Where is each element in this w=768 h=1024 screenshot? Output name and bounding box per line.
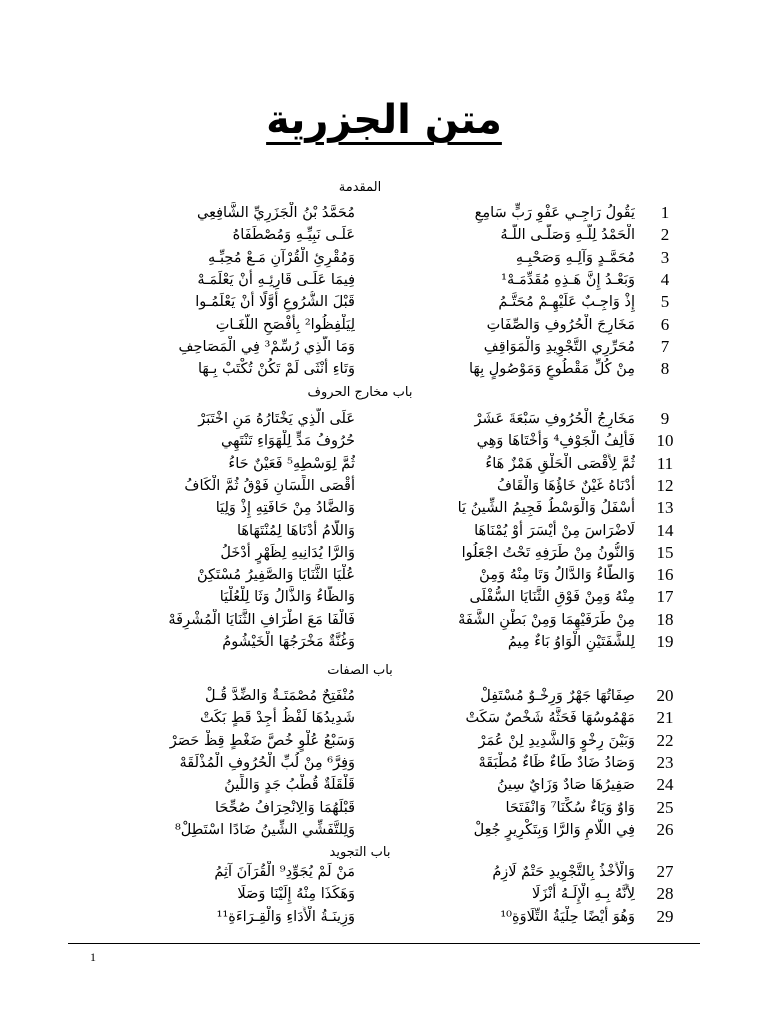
first-hemistich: أَدْنَاهُ غَيْنٌ خَاؤُهَا وَالْقَافُ (496, 477, 635, 494)
verse-number: 28 (656, 884, 674, 904)
verse-row (0, 224, 768, 246)
second-hemistich: وَمُقْرِئِ الْقُرْآنِ مَـعْ مُحِبِّـهِ (208, 249, 355, 266)
second-hemistich: قَبْلَ الشُّرُوعِ أَوَّلًا أَنْ يَعْلَمُـوا (195, 294, 355, 311)
first-hemistich: وَاوٌ وَيَاءٌ سُكِّنَا⁷ وَانْفَتَحَا (505, 799, 635, 816)
second-hemistich: لِيَلْفِظُوا² بِأَفْصَحِ اللُّغَـاتِ (215, 316, 355, 333)
verse-number: 15 (656, 542, 674, 562)
first-hemistich: الْحَمْدُ لِلَّـهِ وَصَلَّـى اللَّـهُ (500, 227, 635, 244)
second-hemistich: حُرُوفُ مَدٍّ لِلْهَوَاءِ تَنْتَهِي (221, 433, 355, 450)
verse-row (0, 520, 768, 542)
first-hemistich: فَأَلِفُ الْجَوْفِ⁴ وَأُخْتَاهَا وَهِي (476, 433, 635, 450)
verse-row (0, 685, 768, 707)
verse-row (0, 453, 768, 475)
verse-row (0, 247, 768, 269)
verse-number: 27 (656, 862, 674, 881)
second-hemistich: أَقْصَى اللِّسَانِ فَوْقُ ثُمَّ الْكَافُ (184, 477, 355, 494)
verse-number: 21 (656, 708, 674, 728)
second-hemistich: مُنْفَتِحٌ مُصْمَتَـةٌ وَالضِّدَّ قُـلْ (205, 688, 355, 704)
verse-row (0, 586, 768, 608)
first-hemistich: مُحَمَّـدٍ وَآلِـهِ وَصَحْبِـهِ (515, 249, 635, 266)
first-hemistich: مَهْمُوسُهَا فَحَثَّهُ شَخْصٌ سَكَتْ (465, 710, 635, 727)
second-hemistich: فَالْفَا مَعَ اطْرَافِ الثَّنَايَا الْمُشْرِفَهْ (168, 611, 355, 628)
verse-number: 10 (656, 431, 674, 451)
verse-row (0, 752, 768, 774)
verse-number: 17 (656, 587, 674, 607)
verse-number: 13 (656, 498, 674, 518)
verse-number: 6 (660, 314, 670, 334)
second-hemistich: وَالضَّادُ مِنْ حَافَتِهِ إِذْ وَلِيَا (215, 500, 355, 517)
verse-number: 25 (656, 797, 674, 817)
first-hemistich: وَالطَّاءُ وَالدَّالُ وَتَا مِنْهُ وَمِنْ (479, 567, 635, 584)
first-hemistich: وَالنُّونُ مِنْ طَرَفِهِ تَحْتُ اجْعَلُوا (461, 544, 635, 561)
page-title: متن الجزرية (266, 97, 502, 143)
second-hemistich: وَتَاءِ أُنْثَى لَمْ تَكُنْ تُكْتَبْ بِـهَا (197, 361, 355, 378)
second-hemistich: قَبْلَهُمَا وَالِانْحِرَافُ صُحِّحَا (214, 799, 355, 816)
first-hemistich: مَخَارِجُ الْحُرُوفِ سَبْعَةَ عَشَرْ (474, 411, 635, 427)
verse-number: 18 (656, 609, 674, 629)
verse-number: 23 (656, 752, 674, 772)
verse-row (0, 269, 768, 291)
first-hemistich: لَاضْرَاسَ مِنْ أَيْسَرَ أَوْ يُمْنَاهَا (474, 522, 635, 539)
verse-row (0, 408, 768, 430)
verse-number: 5 (660, 292, 670, 312)
verse-number: 29 (656, 906, 674, 926)
second-hemistich: وَهَكَذَا مِنْهُ إِلَيْنَا وَصَلَا (237, 886, 355, 903)
verse-number: 7 (660, 336, 670, 356)
verse-row (0, 202, 768, 224)
verse-row (0, 861, 768, 883)
second-hemistich: وَاللَّامُ أَدْنَاهَا لِمُنْتَهَاهَا (236, 522, 355, 539)
second-hemistich: قَلْقَلَةٌ قُطْبُ جَدٍ وَاللِّينُ (224, 777, 355, 794)
verse-row (0, 564, 768, 586)
second-hemistich: فِيمَا عَلَـى قَارِئِـهِ أَنْ يَعْلَمَـهْ (197, 271, 355, 288)
section-heading: باب مخارج الحروف (307, 385, 413, 400)
verse-number: 9 (660, 409, 670, 428)
verse-number: 2 (660, 225, 670, 245)
verse-row (0, 797, 768, 819)
page-number: 1 (90, 950, 96, 964)
verse-row (0, 707, 768, 729)
section-heading: باب الصفات (327, 663, 393, 678)
second-hemistich: وَسَبْعُ عُلْوٍ خُصَّ ضَغْطٍ قِظْ حَصَرْ (169, 732, 355, 749)
verse-row (0, 497, 768, 519)
first-hemistich: يَقُولُ رَاجِـي عَفْوِ رَبٍّ سَامِعِ (474, 205, 635, 221)
second-hemistich: وَالرَّا يُدَانِيهِ لِظَهْرٍ أَدْخَلُ (220, 544, 355, 561)
second-hemistich: مَنْ لَمْ يُجَوِّدِ⁹ الْقُرَآنَ آثِمُ (214, 864, 355, 880)
verse-row (0, 430, 768, 452)
first-hemistich: مَخَارِجَ الْحُرُوفِ وَالصِّفَاتِ (486, 316, 635, 333)
second-hemistich: عَلَـى نَبِيِّـهِ وَمُصْطَفَاهُ (232, 227, 355, 244)
verse-row (0, 774, 768, 796)
second-hemistich: عَلَى الَّذِي يَخْتَارُهُ مَنِ اخْتَبَرْ (198, 411, 355, 427)
second-hemistich: وَمَا الَّذِي رُسِّمْ³ فِي الْمَصَاحِفِ (178, 338, 355, 355)
first-hemistich: فِي اللَّامِ وَالرَّا وَبِتَكْرِيرٍ جُعِلْ (473, 821, 635, 838)
first-hemistich: وَهُوَ أَيْضًا حِلْيَةُ التِّلَاوَةِ¹⁰ (500, 908, 635, 925)
second-hemistich: وَغُنَّةٌ مَخْرَجُهَا الْخَيْشُومُ (222, 634, 355, 650)
first-hemistich: مِنْهُ وَمِنْ فَوْقِ الثَّنَايَا السُّفْلَى (469, 589, 635, 606)
verse-number: 12 (656, 475, 674, 495)
verse-row (0, 730, 768, 752)
verse-number: 4 (660, 269, 670, 289)
first-hemistich: وَبَعْـدُ إِنَّ هَـذِهِ مُقَدِّمَـهْ¹ (501, 271, 635, 288)
second-hemistich: عُلْيَا الثَّنَايَا وَالصَّفِيرُ مُسْتَكِنْ (197, 567, 355, 584)
first-hemistich: لِأَنَّهُ بِـهِ الْإِلَـهُ أَنْزَلَا (531, 886, 635, 903)
section-heading: باب التجويد (329, 845, 391, 860)
verse-number: 14 (656, 520, 674, 540)
verse-number: 22 (656, 730, 674, 750)
verse-number: 16 (656, 565, 674, 585)
second-hemistich: ثُمَّ لِوَسْطِهِ⁵ فَعَيْنٌ حَاءُ (228, 455, 355, 472)
first-hemistich: وَالْأَخْذُ بِالتَّجْوِيدِ حَتْمٌ لَازِمُ (492, 864, 635, 880)
second-hemistich: وَلِلتَّفَشِّي الشِّينُ ضَادًا اسْتَطِلْ⁸ (174, 821, 355, 838)
section-heading: المقدمة (338, 180, 382, 195)
verse-row (0, 358, 768, 380)
verse-number: 1 (660, 203, 670, 222)
verse-number: 3 (660, 247, 670, 267)
verse-row (0, 906, 768, 928)
verse-row (0, 542, 768, 564)
first-hemistich: لِلشَّفَتَيْنِ الْوَاوُ بَاءٌ مِيمُ (507, 634, 635, 650)
first-hemistich: أَسْفَلُ وَالْوَسْطُ فَجِيمُ الشِّينُ يَا (457, 500, 635, 517)
verse-row (0, 475, 768, 497)
first-hemistich: ثُمَّ لِأَقْصَى الْحَلْقِ هَمْزٌ هَاءُ (485, 455, 635, 472)
verse-number: 11 (656, 453, 674, 473)
first-hemistich: مِنْ كُلِّ مَقْطُوعٍ وَمَوْصُولٍ بِهَا (469, 361, 635, 378)
second-hemistich: وَفِرَّ⁶ مِنْ لُبِّ الْحُرُوفِ الْمُذْلَقَهْ (179, 754, 355, 771)
first-hemistich: وَبَيْنَ رِخْوٍ وَالشَّدِيدِ لِنْ عُمَرْ (478, 732, 635, 749)
second-hemistich: مُحَمَّدُ بْنُ الْجَزَرِيِّ الشَّافِعِي (197, 205, 355, 221)
verse-row (0, 314, 768, 336)
first-hemistich: إِذْ وَاجِـبٌ عَلَيْهِـمْ مُحَتَّـمُ (498, 294, 635, 311)
verse-number: 24 (656, 775, 674, 795)
first-hemistich: صِفَاتُهَا جَهْرٌ وَرِخْـوٌ مُسْتَفِلْ (480, 688, 635, 704)
verse-row (0, 291, 768, 313)
second-hemistich: وَزِينَـةُ الْأَدَاءِ وَالْقِـرَاءَةِ¹¹ (216, 908, 355, 925)
verse-row (0, 883, 768, 905)
second-hemistich: شَدِيدُهَا لَفْظُ أَجِدْ قَطٍ بَكَتْ (199, 710, 355, 727)
verse-number: 26 (656, 819, 674, 839)
verse-number: 20 (656, 686, 674, 705)
second-hemistich: وَالظَّاءُ وَالذَّالُ وَثَا لِلْعُلْيَا (219, 589, 355, 606)
first-hemistich: مُحَرِّرِي التَّجْوِيدِ وَالْمَوَاقِفِ (483, 338, 635, 355)
verse-number: 19 (656, 632, 674, 651)
verse-row (0, 819, 768, 841)
verse-row (0, 631, 768, 653)
first-hemistich: صَفِيرُهَا صَادٌ وَزَايٌ سِينُ (496, 777, 635, 794)
verse-row (0, 336, 768, 358)
first-hemistich: مِنْ طَرَفَيْهِمَا وَمِنْ بَطْنِ الشَّفَهْ (458, 611, 635, 628)
verse-row (0, 609, 768, 631)
footer-rule (68, 943, 700, 944)
verse-number: 8 (660, 359, 670, 379)
first-hemistich: وَصَادُ ضَادٌ طَاءٌ ظَاءٌ مُطْبَقَهْ (478, 754, 635, 771)
